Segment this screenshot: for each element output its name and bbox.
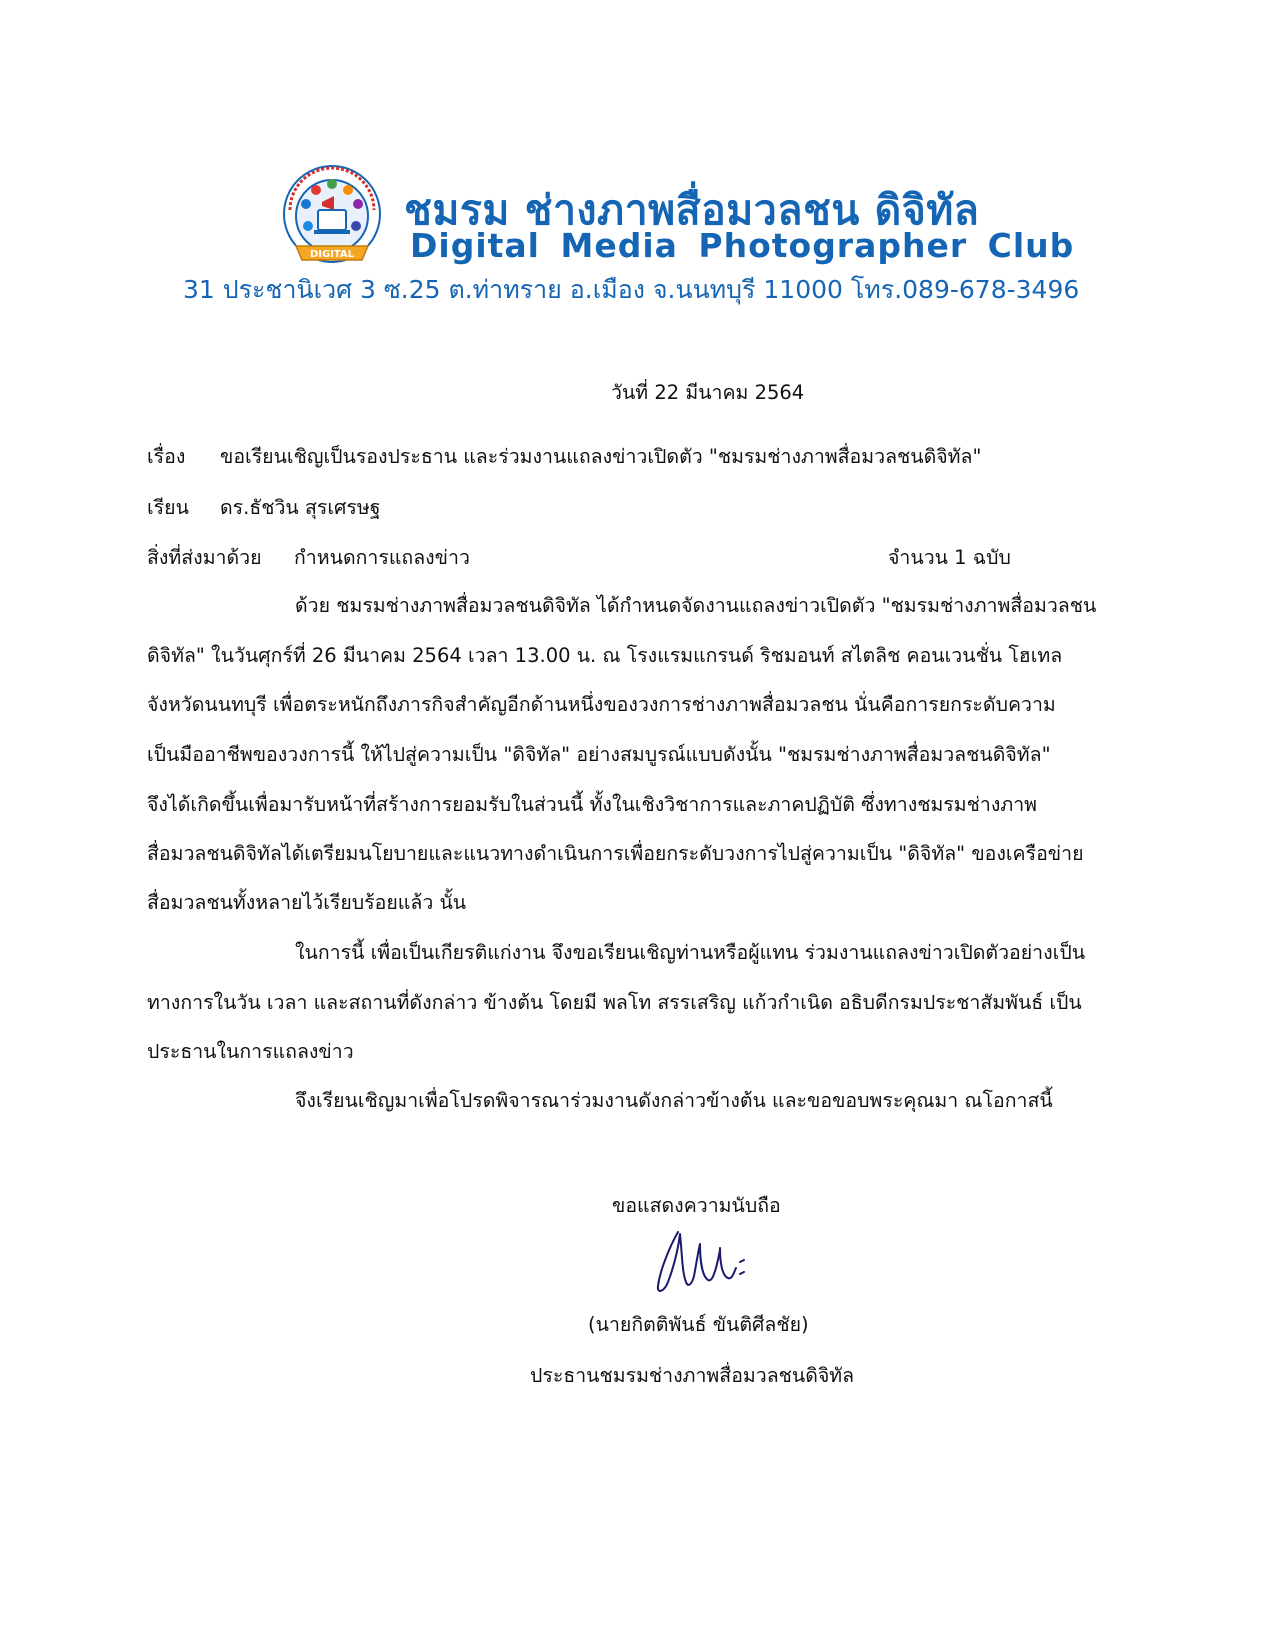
signer-name: (นายกิตติพันธ์ ขันติศีลชัย) xyxy=(588,1313,809,1336)
paragraph-1-line-5: จึงได้เกิดขึ้นเพื่อมารับหน้าที่สร้างการยอมรับในส่วนนี้ ทั้งในเชิงวิชาการและภาคปฏิบัติ ซึ่งทางชมรมช่างภาพ xyxy=(147,793,1037,816)
paragraph-2-line-2: ทางการในวัน เวลา และสถานที่ดังกล่าว ข้างต้น โดยมี พลโท สรรเสริญ แก้วกำเนิด อธิบดีกรมประชาสัมพันธ์ เป็น xyxy=(147,991,1082,1014)
club-address: 31 ประชานิเวศ 3 ซ.25 ต.ท่าทราย อ.เมือง จ.นนทบุรี 11000 โทร.089-678-3496 xyxy=(183,275,1080,304)
closing-salutation: ขอแสดงความนับถือ xyxy=(612,1194,781,1217)
letter-date: วันที่ 22 มีนาคม 2564 xyxy=(611,381,805,404)
subject-label: เรื่อง xyxy=(147,445,186,468)
logo-badge-text: DIGITAL xyxy=(309,249,355,260)
paragraph-1-line-4: เป็นมืออาชีพของวงการนี้ ให้ไปสู่ความเป็น "ดิจิทัล" อย่างสมบูรณ์แบบดังนั้น "ชมรมช่างภาพสื่อมวลชนดิจิทัล" xyxy=(147,743,1051,766)
enclosure-value: กำหนดการแถลงข่าว xyxy=(294,546,470,569)
paragraph-1-line-2: ดิจิทัล" ในวันศุกร์ที่ 26 มีนาคม 2564 เวลา 13.00 น. ณ โรงแรมแกรนด์ ริชมอนท์ สไตลิช คอนเวนชั่น โฮเทล xyxy=(147,644,1063,667)
club-name-thai: ชมรม ช่างภาพสื่อมวลชน ดิจิทัล xyxy=(404,186,980,234)
subject-value: ขอเรียนเชิญเป็นรองประธาน และร่วมงานแถลงข่าวเปิดตัว "ชมรมช่างภาพสื่อมวลชนดิจิทัล" xyxy=(220,445,982,468)
club-logo-graphic xyxy=(278,164,386,276)
enclosure-count: จำนวน 1 ฉบับ xyxy=(888,546,1011,569)
handwritten-signature xyxy=(648,1222,758,1300)
paragraph-1-line-3: จังหวัดนนทบุรี เพื่อตระหนักถึงภารกิจสำคัญอีกด้านหนึ่งของวงการช่างภาพสื่อมวลชน นั่นคือการยกระดับความ xyxy=(147,693,1056,716)
paragraph-1-line-7: สื่อมวลชนทั้งหลายไว้เรียบร้อยแล้ว นั้น xyxy=(147,891,467,914)
signer-title: ประธานชมรมช่างภาพสื่อมวลชนดิจิทัล xyxy=(530,1364,855,1387)
paragraph-2-line-1: ในการนี้ เพื่อเป็นเกียรติแก่งาน จึงขอเรียนเชิญท่านหรือผู้แทน ร่วมงานแถลงข่าวเปิดตัวอย่างเป็น xyxy=(295,941,1086,964)
recipient-label: เรียน xyxy=(147,496,189,519)
recipient-value: ดร.ธัชวิน สุรเศรษฐ xyxy=(220,496,381,519)
paragraph-1-line-1: ด้วย ชมรมช่างภาพสื่อมวลชนดิจิทัล ได้กำหนดจัดงานแถลงข่าวเปิดตัว "ชมรมช่างภาพสื่อมวลชน xyxy=(295,594,1097,617)
paragraph-2-line-3: ประธานในการแถลงข่าว xyxy=(147,1040,354,1063)
club-logo xyxy=(278,164,386,276)
paragraph-1-line-6: สื่อมวลชนดิจิทัลได้เตรียมนโยบายและแนวทางดำเนินการเพื่อยกระดับวงการไปสู่ความเป็น "ดิจิทัล" ของเครือข่าย xyxy=(147,842,1084,865)
paragraph-3-line-1: จึงเรียนเชิญมาเพื่อโปรดพิจารณาร่วมงานดังกล่าวข้างต้น และขอขอบพระคุณมา ณโอกาสนี้ xyxy=(295,1089,1053,1112)
enclosure-label: สิ่งที่ส่งมาด้วย xyxy=(147,546,262,569)
club-name-english: Digital Media Photographer Club xyxy=(410,226,1075,265)
